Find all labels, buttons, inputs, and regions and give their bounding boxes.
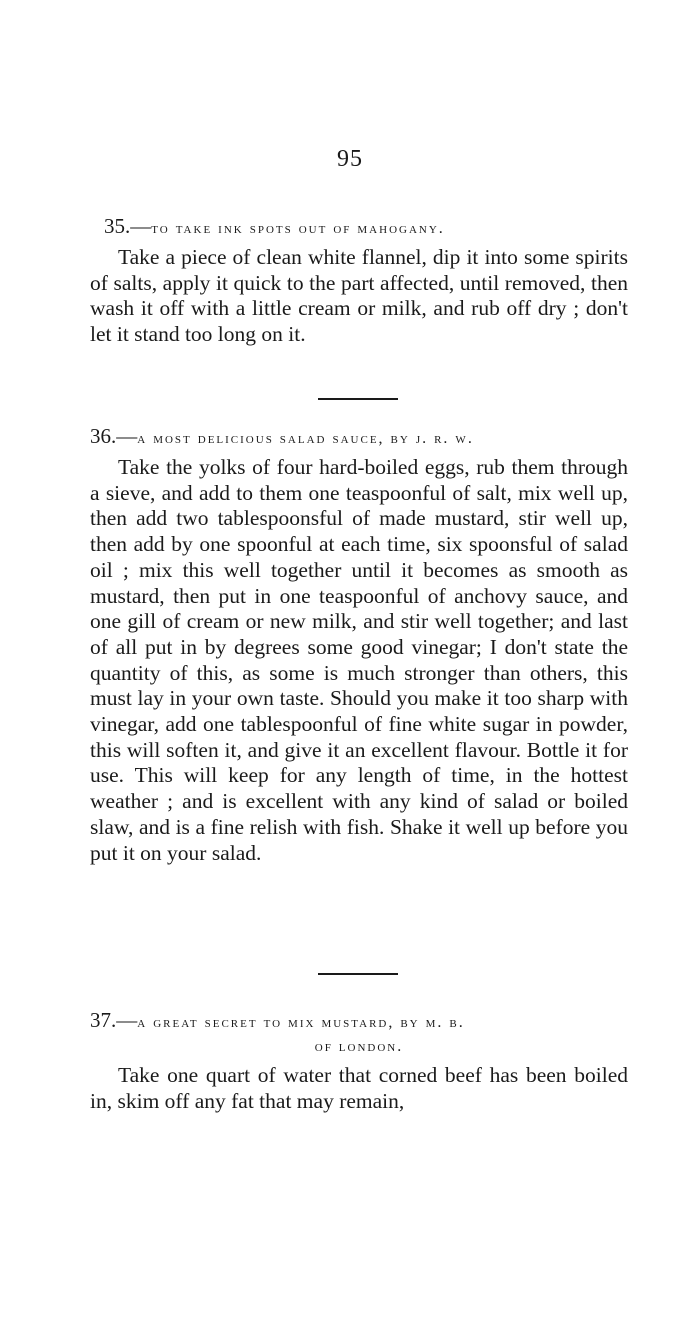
recipe-title: a most delicious salad sauce, by j. r. w.: [137, 430, 474, 447]
recipe-36: [90, 424, 628, 866]
recipe-heading: [90, 424, 628, 451]
recipe-text: Take a piece of clean white flannel, dip it into some spirits of salts, apply it quick to the part affected, until removed, then wash it off with a little cream or milk, and rub off dry ; don't let it stand too long on it.: [90, 245, 628, 347]
recipe-37: [90, 1008, 628, 1114]
recipe-heading: [90, 214, 628, 241]
recipe-title: to take ink spots out of mahogany.: [151, 220, 445, 237]
recipe-title: a great secret to mix mustard, by m. b.: [137, 1014, 465, 1031]
recipe-heading: [90, 1008, 628, 1059]
recipe-title-continued: of london.: [314, 1038, 404, 1055]
page-number: 95: [337, 146, 363, 172]
recipe-number: 36.—: [90, 424, 138, 448]
recipe-text: Take one quart of water that corned beef has been boiled in, skim off any fat that may remain,: [90, 1063, 628, 1113]
section-divider: [318, 398, 398, 400]
recipe-number: 35.—: [104, 214, 152, 238]
recipe-text: Take the yolks of four hard-boiled eggs, rub them through a sieve, and add to them one teaspoonful of salt, mix well up, then add two tablespoonsful of made mustard, stir well up, then add by one spoonful at each time, six spoonsful of salad oil ; mix this well together until it becomes as smooth as mustard, then put in one teaspoonful of anchovy sauce, and one gill of cream or new milk, and stir well together; and last of all put in by degrees some good vinegar; I don't state the quantity of this, as some is much stronger than others, this must lay in your own taste. Should you make it too sharp with vinegar, add one tablespoonful of fine white sugar in powder, this will soften it, and give it an excellent flavour. Bottle it for use. This will keep for any length of time, in the hottest weather ; and is excellent with any kind of salad or boiled slaw, and is a fine relish with fish. Shake it well up before you put it on your salad.: [90, 455, 628, 865]
section-divider: [318, 973, 398, 975]
recipe-number: 37.—: [90, 1008, 138, 1032]
recipe-35: [90, 214, 628, 348]
